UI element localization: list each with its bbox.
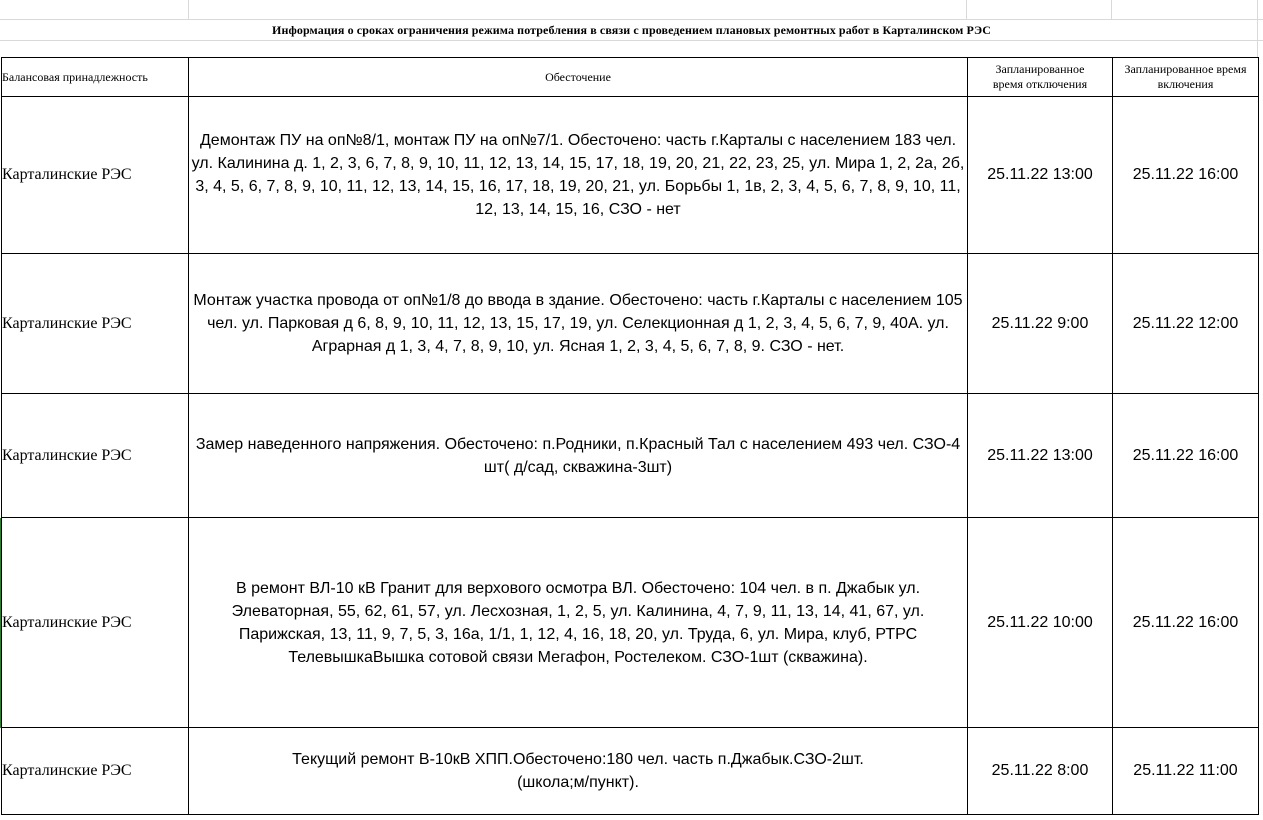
off-time-cell[interactable]: 25.11.22 13:00	[968, 97, 1113, 254]
table-row	[2, 728, 1259, 815]
table-row	[2, 394, 1259, 518]
off-time-cell[interactable]: 25.11.22 9:00	[968, 254, 1113, 394]
outage-description-cell[interactable]: Замер наведенного напряжения. Обесточено: п.Родники, п.Красный Тал с населением 493 чел. СЗО-4 шт( д/сад, скважина-3шт)	[189, 394, 968, 518]
header-off-time-line2: время отключения	[992, 77, 1088, 91]
outage-description-cell[interactable]: В ремонт ВЛ-10 кВ Гранит для верхового осмотра ВЛ. Обесточено: 104 чел. в п. Джабык ул. Элеваторная, 55, 62, 61, 57, ул. Лесхозная, 1, 2, 5, ул. Калинина, 4, 7, 9, 11, 13, 14, 41, 67, ул. Парижская, 13, 11, 9, 7, 5, 3, 16а, 1/1, 1, 12, 4, 16, 18, 20, ул. Труда, 6, ул. Мира, клуб, РТРС ТелевышкаВышка сотовой связи Мегафон, Ростелеком. СЗО-1шт (скважина).	[189, 518, 968, 728]
grid-line	[1111, 0, 1112, 20]
header-off-time[interactable]	[968, 58, 1113, 97]
off-time-cell[interactable]: 25.11.22 10:00	[968, 518, 1113, 728]
on-time-cell[interactable]: 25.11.22 11:00	[1113, 728, 1259, 815]
on-time-cell[interactable]: 25.11.22 16:00	[1113, 518, 1259, 728]
outage-schedule-table	[1, 57, 1259, 815]
on-time-cell[interactable]: 25.11.22 12:00	[1113, 254, 1259, 394]
table-row	[2, 254, 1259, 394]
grid-line	[0, 40, 1263, 41]
owner-cell[interactable]: Карталинские РЭС	[2, 394, 189, 518]
off-time-cell[interactable]: 25.11.22 13:00	[968, 394, 1113, 518]
header-on-time[interactable]	[1113, 58, 1259, 97]
header-owner[interactable]: Балансовая принадлежность	[2, 58, 189, 97]
header-on-time-line1: Запланированное время	[1124, 62, 1247, 76]
off-time-cell[interactable]: 25.11.22 8:00	[968, 728, 1113, 815]
owner-cell[interactable]: Карталинские РЭС	[2, 254, 189, 394]
header-outage[interactable]: Обесточение	[189, 58, 968, 97]
outage-description-cell[interactable]: Текущий ремонт В-10кВ ХПП.Обесточено:180 чел. часть п.Джабык.СЗО-2шт.(школа;м/пункт).	[189, 728, 968, 815]
owner-cell[interactable]: Карталинские РЭС	[2, 518, 189, 728]
header-on-time-line2: включения	[1157, 77, 1214, 91]
owner-cell[interactable]: Карталинские РЭС	[2, 97, 189, 254]
page-title: Информация о сроках ограничения режима потребления в связи с проведением плановых ремонтных работ в Карталинском РЭС	[272, 22, 991, 37]
table-row	[2, 97, 1259, 254]
header-row	[2, 58, 1259, 97]
on-time-cell[interactable]: 25.11.22 16:00	[1113, 394, 1259, 518]
outage-description-cell[interactable]: Демонтаж ПУ на оп№8/1, монтаж ПУ на оп№7/1. Обесточено: часть г.Карталы с населением 183 чел. ул. Калинина д. 1, 2, 3, 6, 7, 8, 9, 10, 11, 12, 13, 14, 15, 17, 18, 19, 20, 21, 22, 23, 25, ул. Мира 1, 2, 2а, 2б, 3, 4, 5, 6, 7, 8, 9, 10, 11, 12, 13, 14, 15, 16, 17, 18, 19, 20, 21, ул. Борьбы 1, 1в, 2, 3, 4, 5, 6, 7, 8, 9, 10, 11, 12, 13, 14, 15, 16, СЗО - нет	[189, 97, 968, 254]
grid-line	[966, 0, 967, 20]
owner-cell[interactable]: Карталинские РЭС	[2, 728, 189, 815]
table-row	[2, 518, 1259, 728]
on-time-cell[interactable]: 25.11.22 16:00	[1113, 97, 1259, 254]
grid-line	[188, 0, 189, 20]
header-off-time-line1: Запланированное	[995, 62, 1085, 76]
outage-description-cell[interactable]: Монтаж участка провода от оп№1/8 до ввода в здание. Обесточено: часть г.Карталы с населением 105 чел. ул. Парковая д 6, 8, 9, 10, 11, 12, 13, 15, 17, 19, ул. Селекционная д 1, 2, 3, 4, 5, 6, 7, 9, 40А. ул. Аграрная д 1, 3, 4, 7, 8, 9, 10, ул. Ясная 1, 2, 3, 4, 5, 6, 7, 8, 9. СЗО - нет.	[189, 254, 968, 394]
